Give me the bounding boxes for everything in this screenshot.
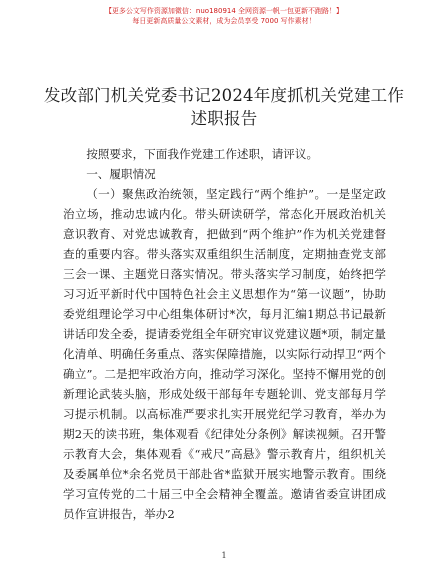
page-number: 1 bbox=[221, 551, 227, 560]
intro-paragraph: 按照要求，下面我作党建工作述职，请评议。 bbox=[86, 147, 319, 161]
promo-banner bbox=[0, 6, 448, 26]
promo-banner-line1: 【更多公文写作资源加微信：nuo180914 全网资源一帆一包更新不跑路！】 bbox=[104, 7, 344, 15]
document-body bbox=[63, 144, 386, 524]
document-title: 发改部门机关党委书记2024年度抓机关党建工作述职报告 bbox=[43, 86, 405, 128]
section-heading: 一、履职情况 bbox=[86, 167, 156, 181]
promo-banner-line2: 每日更新高质量公文素材，成为会员享受 7000 写作素材！ bbox=[132, 17, 316, 25]
body-paragraph: （一）聚焦政治统领，坚定践行“两个维护”。一是坚定政治立场，推动忠诚内化。带头研读研学，常态化开展政治机关意识教育、对党忠诚教育，把做到“两个维护”作为机关党建督查的重要内容。带头落实双重组织生活制度，定期抽查党支部三会一课、主题党日落实情况。带头落实学习制度，始终把学习习近平新时代中国特色社会主义思想作为“第一议题”，协助委党组理论学习中心组集体研讨*次，每月汇编1期总书记最新讲话印发全委，提请委党组全年研究审议党建议题*项，制定量化清单、明确任务重点、落实保障措施，以实际行动捍卫“两个确立”。二是把牢政治方向，推动学习深化。坚持不懈用党的创新理论武装头脑，形成处级干部每年专题轮训、党支部每月学习提示机制。以高标准严要求扎实开展党纪学习教育，举办为期2天的读书班，集体观看《纪律处分条例》解读视频。召开警示教育大会，集体观看《“戒尺”高悬》警示教育片，组织机关及委属单位*余名党员干部赴省*监狱开展实地警示教育。围绕学习宣传党的二十届三中全会精神全覆盖。邀请省委宣讲团成员作宣讲报告，举办2 bbox=[63, 187, 386, 521]
